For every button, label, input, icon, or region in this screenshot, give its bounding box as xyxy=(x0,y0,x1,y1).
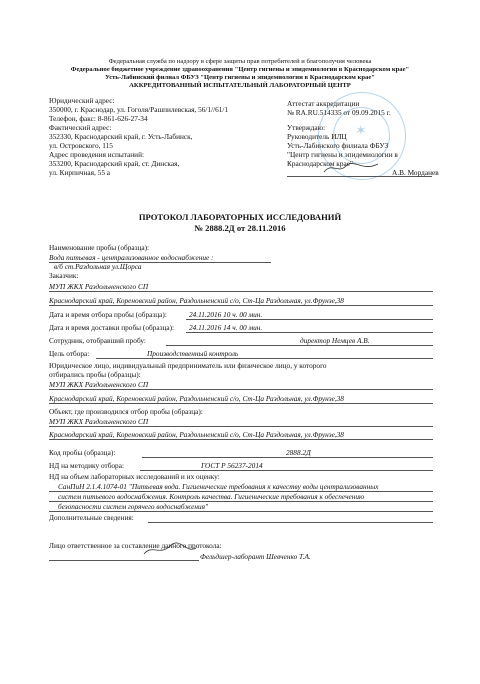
test-address-label: Адрес проведения испытаний: xyxy=(49,150,145,159)
nd-volume-value-3: безопасности систем горячего водоснабжения" xyxy=(58,502,209,511)
head-name: А.В. Морданев xyxy=(392,168,439,177)
agency-line: Федеральная служба по надзору в сфере защиты прав потребителей и благополучия человека xyxy=(108,58,372,65)
head-title-4: Краснодарском крае" xyxy=(287,159,353,168)
center-line: АККРЕДИТОВАННЫЙ ИСПЫТАТЕЛЬНЫЙ ЛАБОРАТОРНЫЙ ЦЕНТР xyxy=(129,82,351,89)
actual-address-line2: ул. Островского, 115 xyxy=(49,141,113,150)
signature-scribble xyxy=(322,160,382,176)
underline xyxy=(49,403,433,404)
sampling-date-value: 24.11.2016 10 ч. 00 мин. xyxy=(189,310,263,319)
object-address: Краснодарский край, Кореновский район, Раздольненский с/о, Ст-Ца Раздольная, ул.Фрунзе,38 xyxy=(49,430,344,439)
sample-name-label: Наименование пробы (образца): xyxy=(49,243,150,252)
purpose-value: Производственный контроль xyxy=(147,349,239,358)
actual-address-label: Фактический адрес: xyxy=(49,123,112,132)
object-name: МУП ЖКХ Раздольненского СП xyxy=(49,417,149,426)
accreditation-label: Аттестат аккредитации xyxy=(287,99,360,108)
purpose-label: Цель отбора: xyxy=(49,349,90,358)
sample-code-value: 2888.2Д xyxy=(286,448,311,457)
actual-address-line1: 352330, Краснодарский край, г. Усть-Лабинск, xyxy=(49,132,193,141)
delivery-date-value: 24.11.2016 14 ч. 00 мин. xyxy=(189,323,263,332)
responsible-label: Лицо ответственное за составление данного протокола: xyxy=(49,541,222,550)
underline xyxy=(96,358,433,359)
nd-method-value: ГОСТ Р 56237-2014 xyxy=(201,461,263,470)
test-address-line2: ул. Кирпичная, 55 а xyxy=(49,168,111,177)
stamp-seal: ✶ xyxy=(318,92,406,180)
delivery-date-label: Дата и время доставки пробы (образца): xyxy=(49,323,175,332)
protocol-title: ПРОТОКОЛ ЛАБОРАТОРНЫХ ИССЛЕДОВАНИЙ xyxy=(138,212,342,222)
underline xyxy=(49,291,433,292)
sampling-date-label: Дата и время отбора пробы (образца): xyxy=(49,310,167,319)
sample-code-label: Код пробы (образца): xyxy=(49,448,116,457)
underline xyxy=(142,457,433,458)
legal-entity-name: МУП ЖКХ Раздольненского СП xyxy=(49,380,149,389)
head-title-3: "Центр гигиены и эпидемиологии в xyxy=(287,150,398,159)
institution-line: Федеральное бюджетное учреждение здравоохранения "Центр гигиены и эпидемиологии в Краснодарском крае" xyxy=(70,66,410,73)
protocol-number: № 2888.2Д от 28.11.2016 xyxy=(194,223,286,233)
customer-name: МУП ЖКХ Раздольненского СП xyxy=(49,282,149,291)
phone-fax: Телефон, факс: 8-861-626-27-34 xyxy=(49,114,148,123)
legal-entity-label-2: отбирались пробы (образцы): xyxy=(49,370,141,379)
object-label: Объект, где производился отбор пробы (образца): xyxy=(49,407,203,416)
accreditation-value: № RA.RU.514335 от 09.09.2015 г. xyxy=(287,108,391,117)
underline xyxy=(49,426,433,427)
legal-entity-label-1: Юридическое лицо, индивидуальный предприниматель или физическое лицо, у которого xyxy=(49,361,327,370)
underline xyxy=(49,439,433,440)
legal-entity-address: Краснодарский край, Кореновский район, Раздольненский с/о, Ст-Ца Раздольная, ул.Фрунзе,38 xyxy=(49,394,344,403)
underline xyxy=(140,470,433,471)
underline xyxy=(49,305,433,306)
underline xyxy=(186,319,433,320)
test-address-line1: 353200, Краснодарский край, ст. Динская, xyxy=(49,159,180,168)
legal-address-value: 350000, г. Краснодар, ул. Гоголя/Рашпилевская, 56/1//61/1 xyxy=(49,105,229,114)
sample-name-value-2: в/б ст.Раздольная ул.Щорса xyxy=(54,262,142,271)
signature-line xyxy=(49,560,199,561)
responsible-signature-scribble xyxy=(140,540,200,558)
head-title-2: Усть-Лабинского филиала ФБУЗ xyxy=(287,141,389,150)
head-title-1: Руководитель ИЛЦ xyxy=(287,132,347,141)
responsible-value: Фельдшер-лаборант Шевченко Т.А. xyxy=(200,552,311,561)
extra-info-label: Дополнительные сведения: xyxy=(49,513,134,522)
sample-name-value-1: Вода питьевая - централизованное водоснабжение : xyxy=(49,253,214,262)
sampler-label: Сотрудник, отобравший пробу: xyxy=(49,336,146,345)
legal-address-label: Юридический адрес: xyxy=(49,96,115,105)
customer-label: Заказчик: xyxy=(49,271,79,280)
branch-line: Усть-Лабинский филиал ФБУЗ "Центр гигиены и эпидемиологии в Краснодарском крае" xyxy=(105,74,375,81)
underline xyxy=(186,332,433,333)
customer-address: Краснодарский край, Кореновский район, Раздольненский с/о, Ст-Ца Раздольная, ул.Фрунзе,38 xyxy=(49,296,344,305)
underline xyxy=(148,522,433,523)
underline xyxy=(166,345,433,346)
nd-volume-label: НД на объем лабораторных исследований и их оценку: xyxy=(49,472,220,481)
sampler-value: директор Немцев А.В. xyxy=(300,336,370,345)
underline xyxy=(49,262,271,263)
approve-label: Утверждаю: xyxy=(287,123,326,132)
nd-volume-value-2: систем питьевого водоснабжения. Контроль качества. Гигиенические требования к обеспечению xyxy=(58,492,365,501)
nd-method-label: НД на методику отбора: xyxy=(49,461,124,470)
nd-volume-value-1: СанПиН 2.1.4.1074-01 "Питьевая вода. Гигиенические требования к качеству воды централизованных xyxy=(58,482,379,491)
underline xyxy=(49,389,433,390)
underline xyxy=(49,511,433,512)
